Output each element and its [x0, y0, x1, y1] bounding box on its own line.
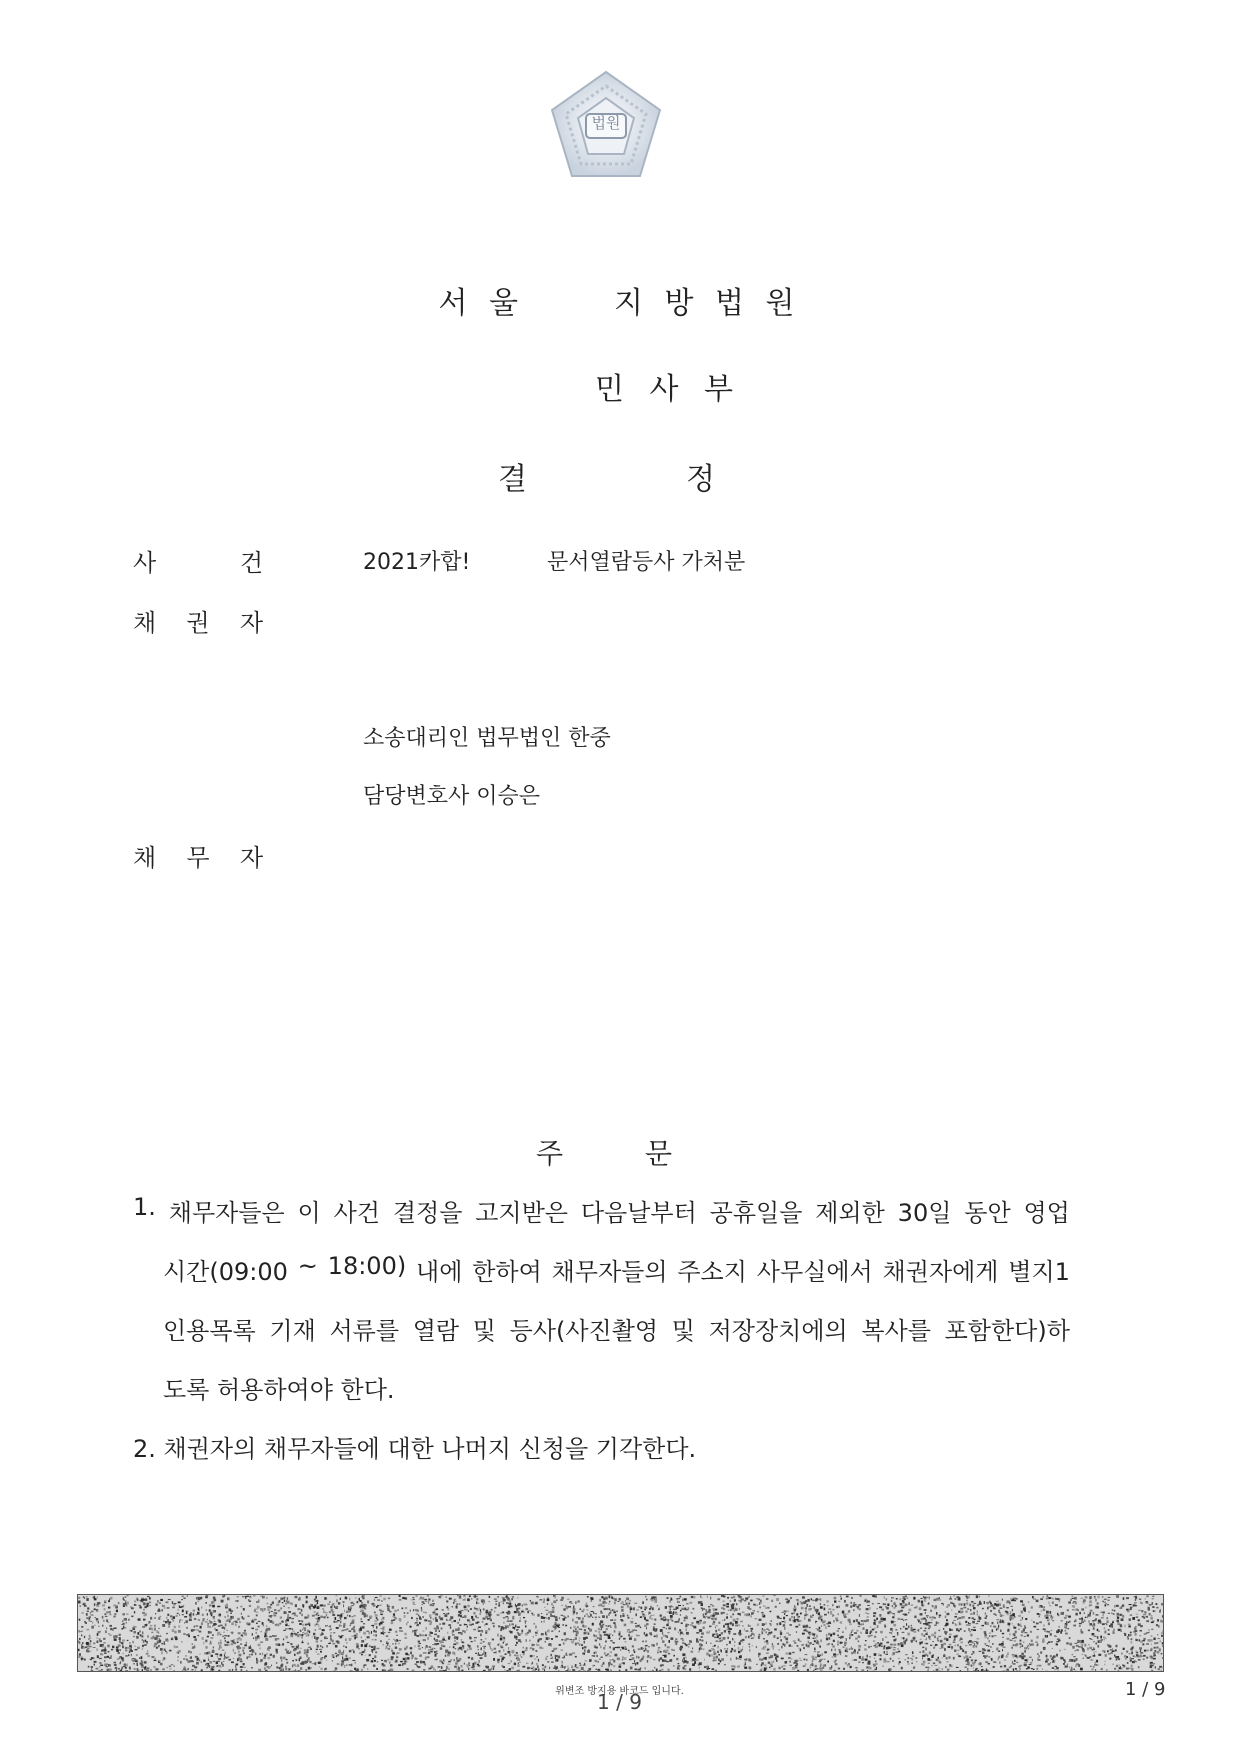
word: 1.: [133, 1193, 156, 1221]
word: 인용목록: [163, 1317, 256, 1345]
case-label-char-2: 건: [239, 549, 263, 577]
word: 채무자들의: [551, 1258, 668, 1286]
document-title-right: 정: [686, 462, 715, 497]
document-title-left: 결: [498, 462, 527, 497]
word: 사무실에서: [756, 1258, 873, 1286]
word: 영업: [1023, 1199, 1070, 1227]
case-number: 2021카합!: [363, 550, 471, 575]
order-item-1-line-2: [163, 1252, 1070, 1287]
division-name: 민 사 부: [595, 372, 742, 407]
court-seal: [548, 68, 664, 180]
order-item-1-line-1: [133, 1193, 1070, 1228]
order-title-left: 주: [536, 1137, 564, 1170]
attorney-firm: 소송대리인 법무법인 한중: [363, 726, 611, 751]
word: 주소지: [677, 1258, 747, 1286]
order-title-right: 문: [645, 1137, 673, 1170]
order-item-1-line-4: 도록 허용하여야 한다.: [163, 1376, 395, 1404]
word: 30일: [897, 1199, 952, 1227]
word: 및: [671, 1317, 695, 1345]
word: 내에: [416, 1258, 463, 1286]
word: 저장장치에의: [708, 1317, 848, 1345]
word: 포함한다)하: [944, 1317, 1070, 1345]
word: 별지1: [1008, 1258, 1070, 1286]
attorney-name: 담당변호사 이승은: [363, 784, 541, 809]
case-label: [133, 543, 263, 578]
debtor-label-char-2: 무: [186, 844, 210, 872]
word: 복사를: [861, 1317, 931, 1345]
order-item-1-line-3: [163, 1311, 1070, 1346]
anti-forgery-barcode: [77, 1594, 1164, 1672]
court-type: 지 방 법 원: [613, 286, 801, 321]
word: 동안: [964, 1199, 1011, 1227]
word: 채권자에게: [882, 1258, 999, 1286]
word: 18:00): [327, 1252, 407, 1280]
court-name: [0, 278, 1239, 322]
word: 제외한: [815, 1199, 885, 1227]
word: 채무자들은: [168, 1199, 285, 1227]
seal-text: 법원: [591, 114, 621, 132]
creditor-label-char-2: 권: [186, 609, 210, 637]
creditor-label-char-3: 자: [239, 609, 263, 637]
word: 한하여: [472, 1258, 542, 1286]
page-number-center: 1 / 9: [597, 1690, 642, 1714]
case-name: 문서열람등사 가처분: [547, 550, 746, 575]
word: 및: [472, 1317, 496, 1345]
case-label-char-1: 사: [133, 549, 157, 577]
court-city: 서 울: [438, 286, 524, 321]
word: 고지받은: [475, 1199, 568, 1227]
word: 열람: [412, 1317, 460, 1345]
word: 시간(09:00: [163, 1258, 288, 1286]
creditor-label-char-1: 채: [133, 609, 157, 637]
barcode-noise-pattern: [78, 1595, 1163, 1671]
word: 기재: [269, 1317, 316, 1345]
word: 등사(사진촬영: [509, 1317, 659, 1345]
page-number-right: 1 / 9: [1125, 1679, 1166, 1700]
word: 공휴일을: [709, 1199, 803, 1227]
debtor-label-char-3: 자: [239, 844, 263, 872]
word: 사건: [333, 1199, 380, 1227]
order-item-2: 2. 채권자의 채무자들에 대한 나머지 신청을 기각한다.: [133, 1435, 697, 1463]
word: 결정을: [392, 1199, 463, 1227]
debtor-label-char-1: 채: [133, 844, 157, 872]
word: 다음날부터: [580, 1199, 697, 1227]
word: 서류를: [329, 1317, 400, 1345]
creditor-label: [133, 603, 263, 638]
barcode-note: 위변조 방지용 바코드 입니다.: [555, 1686, 684, 1697]
word: 이: [297, 1199, 321, 1227]
debtor-label: [133, 838, 263, 873]
word: ~: [297, 1252, 318, 1280]
